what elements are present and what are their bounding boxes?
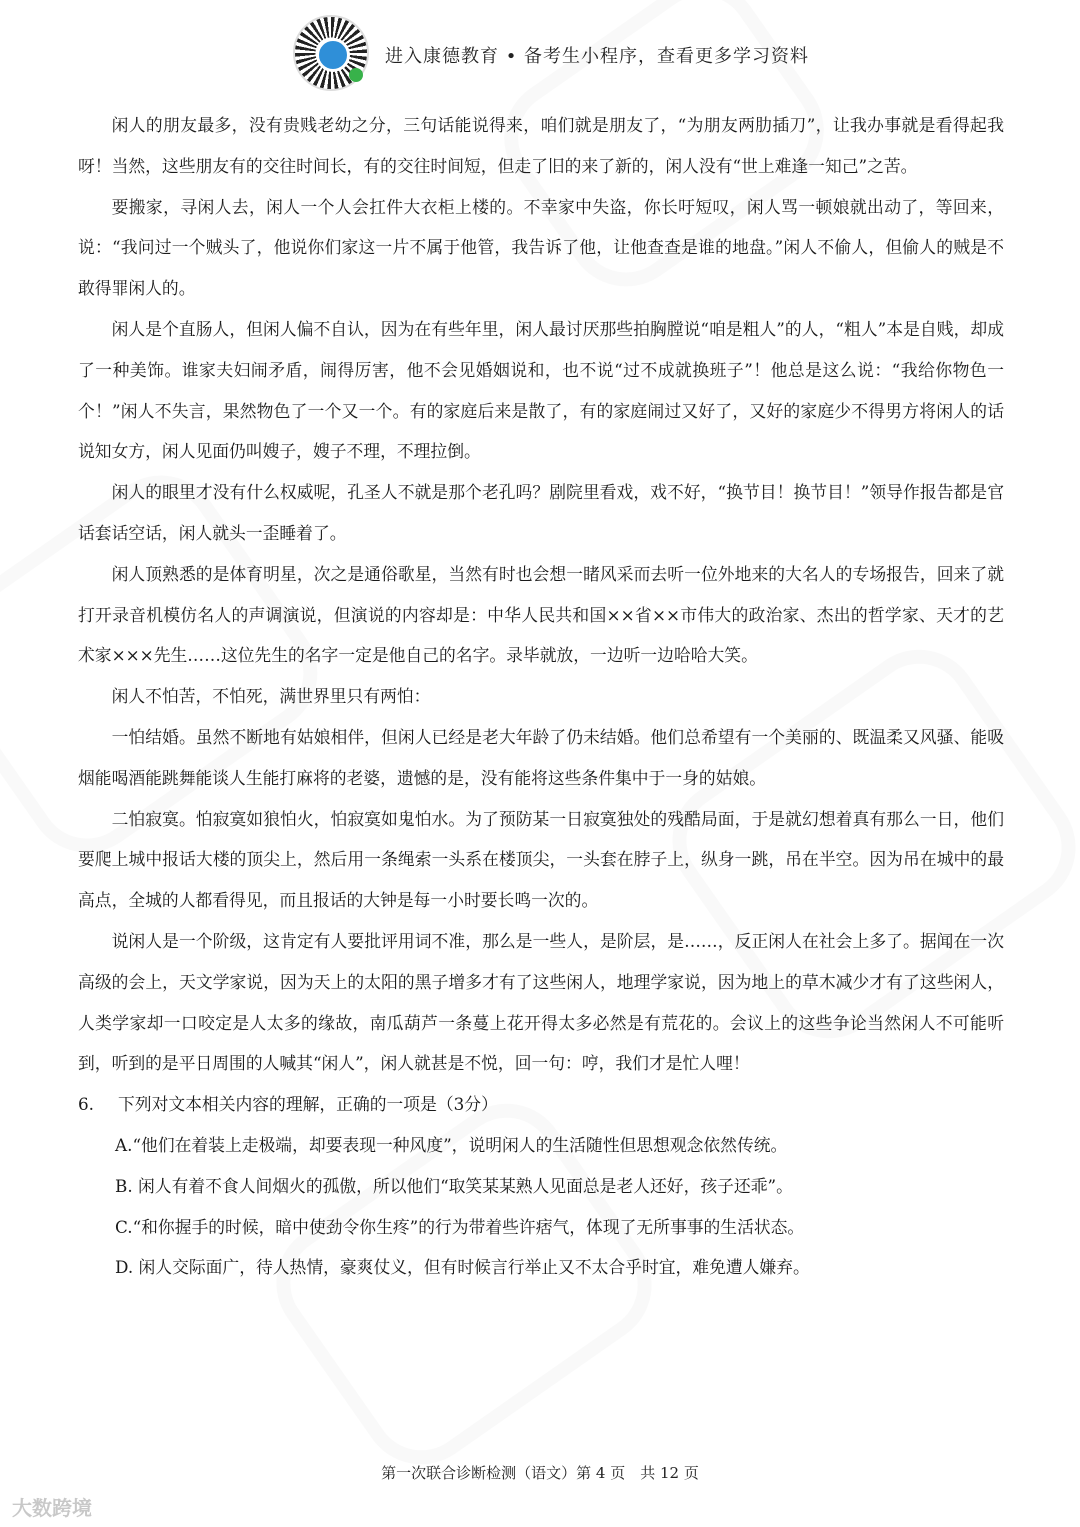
option-c: C.“和你握手的时候，暗中使劲令你生疼”的行为带着些许痞气，体现了无所事事的生活状态。 xyxy=(115,1216,805,1237)
passage-paragraph: 二怕寂寞。怕寂寞如狼怕火，怕寂寞如鬼怕水。为了预防某一日寂寞独处的残酷局面，于是就幻想着真有那么一日，他们要爬上城中报话大楼的顶尖上，然后用一条绳索一头系在楼顶尖，一头套在脖子上，纵身一跳，吊在半空。因为吊在城中的最高点，全城的人都看得见，而且报话的大钟是每一小时要长鸣一次的。 xyxy=(78,808,1004,911)
header-banner-text[interactable]: 进入康德教育 • 备考生小程序，查看更多学习资料 xyxy=(385,46,810,67)
option-a: A.“他们在着装上走极端，却要表现一种风度”，说明闲人的生活随性但思想观念依然传统。 xyxy=(115,1134,788,1155)
passage-paragraph: 闲人不怕苦，不怕死，满世界里只有两怕： xyxy=(111,686,431,707)
passage-paragraph: 一怕结婚。虽然不断地有姑娘相伴，但闲人已经是老大年龄了仍未结婚。他们总希望有一个美丽的、既温柔又风骚、能吸烟能喝酒能跳舞能谈人生能打麻将的老婆，遗憾的是，没有能将这些条件集中于一身的姑娘。 xyxy=(78,726,1004,788)
qr-logo-icon xyxy=(316,38,350,72)
passage-paragraph: 说闲人是一个阶级，这肯定有人要批评用词不准，那么是一些人，是阶层，是……，反正闲人在社会上多了。据闻在一次高级的会上，天文学家说，因为天上的太阳的黑子增多才有了这些闲人，地理学家说，因为地上的草木减少才有了这些闲人，人类学家却一口咬定是人太多的缘故，南瓜葫芦一条蔓上花开得太多必然是有荒花的。会议上的这些争论当然闲人不可能听到，听到的是平日周围的人喊其“闲人”，闲人就甚是不悦，回一句：哼，我们才是忙人哩！ xyxy=(78,930,1004,1074)
brand-watermark: 大数跨境 xyxy=(12,1496,92,1520)
passage-paragraph: 闲人顶熟悉的是体育明星，次之是通俗歌星，当然有时也会想一睹风采而去听一位外地来的大名人的专场报告，回来了就打开录音机模仿名人的声调演说，但演说的内容却是：中华人民共和国××省××市伟大的政治家、杰出的哲学家、天才的艺术家×××先生……这位先生的名字一定是他自己的名字。录毕就放，一边听一边哈哈大笑。 xyxy=(78,563,1004,666)
question-number: 6. xyxy=(78,1094,95,1115)
passage-paragraph: 要搬家，寻闲人去，闲人一个人会扛件大衣柜上楼的。不幸家中失盗，你长吁短叹，闲人骂一顿娘就出动了，等回来，说：“我问过一个贼头了，他说你们家这一片不属于他管，我告诉了他，让他查查是谁的地盘。”闲人不偷人，但偷人的贼是不敢得罪闲人的。 xyxy=(78,196,1004,299)
page-header xyxy=(0,12,1080,102)
qr-badge-icon xyxy=(349,68,363,82)
passage-paragraph: 闲人的朋友最多，没有贵贱老幼之分，三句话能说得来，咱们就是朋友了，“为朋友两肋插刀”，让我办事就是看得起我呀！当然，这些朋友有的交往时间长，有的交往时间短，但走了旧的来了新的，闲人没有“世上难逢一知己”之苦。 xyxy=(78,115,1004,176)
page-footer: 第一次联合诊断检测（语文）第 4 页 共 12 页 xyxy=(381,1464,699,1482)
question-text: 下列对文本相关内容的理解，正确的一项是（3分） xyxy=(118,1094,498,1115)
reading-passage xyxy=(78,105,1004,1288)
passage-paragraph: 闲人的眼里才没有什么权威呢，孔圣人不就是那个老孔吗？剧院里看戏，戏不好，“换节目！换节目！”领导作报告都是官话套话空话，闲人就头一歪睡着了。 xyxy=(78,482,1004,543)
option-b: B. 闲人有着不食人间烟火的孤傲，所以他们“取笑某某熟人见面总是老人还好，孩子还乖”。 xyxy=(115,1175,793,1196)
passage-paragraph: 闲人是个直肠人，但闲人偏不自认，因为在有些年里，闲人最讨厌那些拍胸膛说“咱是粗人”的人，“粗人”本是自贱，却成了一种美饰。谁家夫妇闹矛盾，闹得厉害，他不会见婚姻说和，也不说“过不成就换班子”！他总是这么说：“我给你物色一个！”闲人不失言，果然物色了一个又一个。有的家庭后来是散了，有的家庭闹过又好了，又好的家庭少不得男方将闲人的话说知女方，闲人见面仍叫嫂子，嫂子不理，不理拉倒。 xyxy=(78,318,1004,462)
option-d: D. 闲人交际面广，待人热情，豪爽仗义，但有时候言行举止又不太合乎时宜，难免遭人嫌弃。 xyxy=(115,1257,810,1278)
question-stem xyxy=(78,1084,1004,1125)
